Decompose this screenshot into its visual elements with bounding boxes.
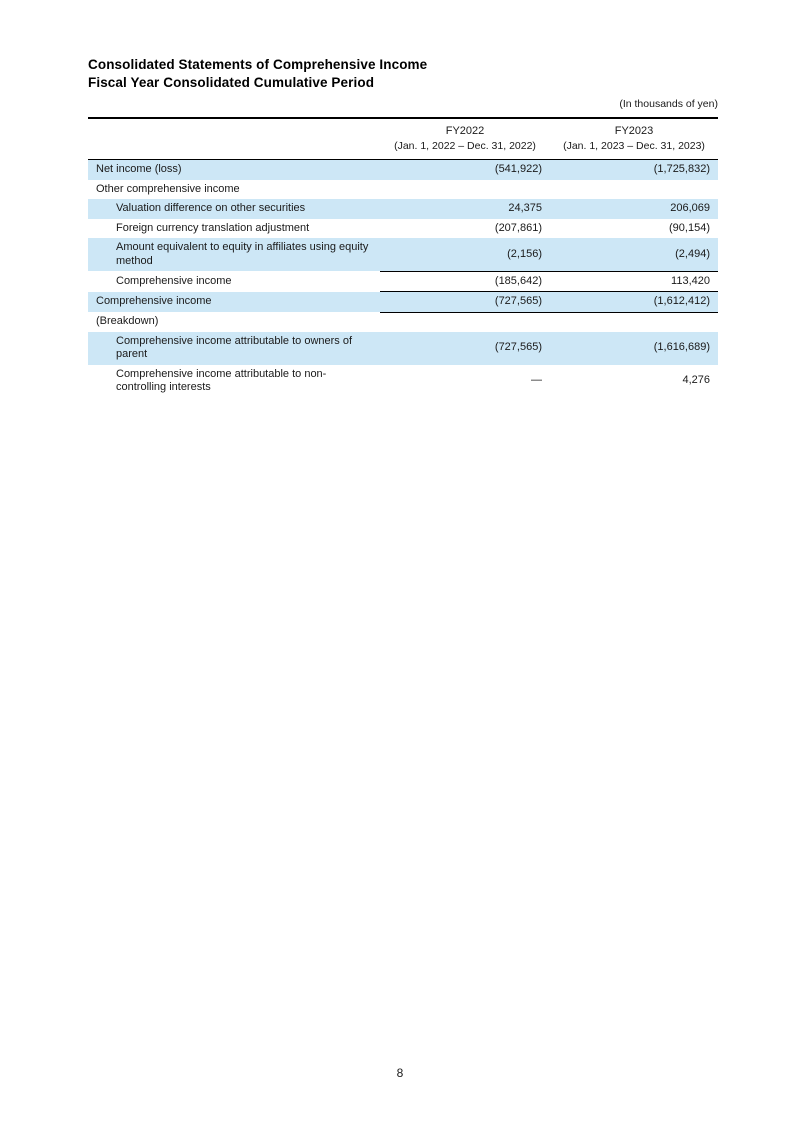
value-fy2023: (1,725,832) (550, 160, 718, 180)
value-fy2023: (1,616,689) (550, 332, 718, 365)
value-fy2023: (2,494) (550, 238, 718, 271)
row-label: Net income (loss) (88, 160, 380, 180)
table-row-foreign-currency (88, 219, 718, 239)
table-body (88, 160, 718, 398)
row-label: Comprehensive income (88, 292, 380, 313)
header-empty-cell (88, 118, 380, 160)
value-fy2022 (380, 180, 550, 200)
value-fy2023: 113,420 (550, 271, 718, 292)
value-fy2023 (550, 180, 718, 200)
header-fy2022-period: (Jan. 1, 2022 – Dec. 31, 2022) (394, 140, 536, 152)
comprehensive-income-table (88, 117, 718, 398)
table-row-attributable-owners (88, 332, 718, 365)
document-title: Consolidated Statements of Comprehensive Income (88, 57, 428, 72)
row-label: Comprehensive income attributable to owners of parent (88, 332, 380, 365)
value-fy2022: (185,642) (380, 271, 550, 292)
header-fy2022-label: FY2022 (445, 125, 485, 137)
value-fy2023: 206,069 (550, 199, 718, 219)
value-fy2022: 24,375 (380, 199, 550, 219)
unit-note: (In thousands of yen) (619, 98, 718, 110)
table-row-equity-method (88, 238, 718, 271)
table-row-attributable-noncontrolling (88, 365, 718, 398)
value-fy2022 (380, 312, 550, 332)
row-label: Valuation difference on other securities (88, 199, 380, 219)
value-fy2022: (541,922) (380, 160, 550, 180)
row-label: Comprehensive income attributable to non-controlling interests (116, 367, 327, 393)
comprehensive-income-table-wrap (88, 117, 718, 398)
header-fy2023 (550, 118, 718, 160)
value-fy2022: (727,565) (380, 332, 550, 365)
row-label: Other comprehensive income (96, 182, 240, 195)
table-row-comprehensive-income-subtotal (88, 271, 718, 292)
page-number: 8 (396, 1066, 404, 1080)
value-fy2023: (90,154) (669, 221, 710, 234)
title-block (88, 56, 427, 92)
table-row-valuation-difference (88, 199, 718, 219)
row-label: Foreign currency translation adjustment (116, 221, 310, 234)
value-fy2023: 4,276 (682, 374, 710, 387)
document-subtitle: Fiscal Year Consolidated Cumulative Period (88, 75, 375, 90)
value-fy2022: (207,861) (494, 221, 542, 234)
value-fy2023: (1,612,412) (550, 292, 718, 313)
table-row-net-income (88, 160, 718, 180)
row-label: Amount equivalent to equity in affiliates using equity method (88, 238, 380, 271)
row-label: (Breakdown) (96, 315, 159, 327)
table-row-breakdown-heading (88, 312, 718, 332)
value-fy2022: — (531, 374, 542, 387)
table-header (88, 118, 718, 160)
row-label: Comprehensive income (116, 274, 232, 287)
header-fy2023-label: FY2023 (614, 125, 654, 137)
value-fy2023 (550, 312, 718, 332)
table-row-other-comprehensive-income (88, 180, 718, 200)
table-row-comprehensive-income-total (88, 292, 718, 313)
value-fy2022: (727,565) (380, 292, 550, 313)
value-fy2022: (2,156) (380, 238, 550, 271)
header-fy2022 (380, 118, 550, 160)
header-fy2023-period: (Jan. 1, 2023 – Dec. 31, 2023) (563, 140, 705, 152)
header-row (88, 118, 718, 160)
